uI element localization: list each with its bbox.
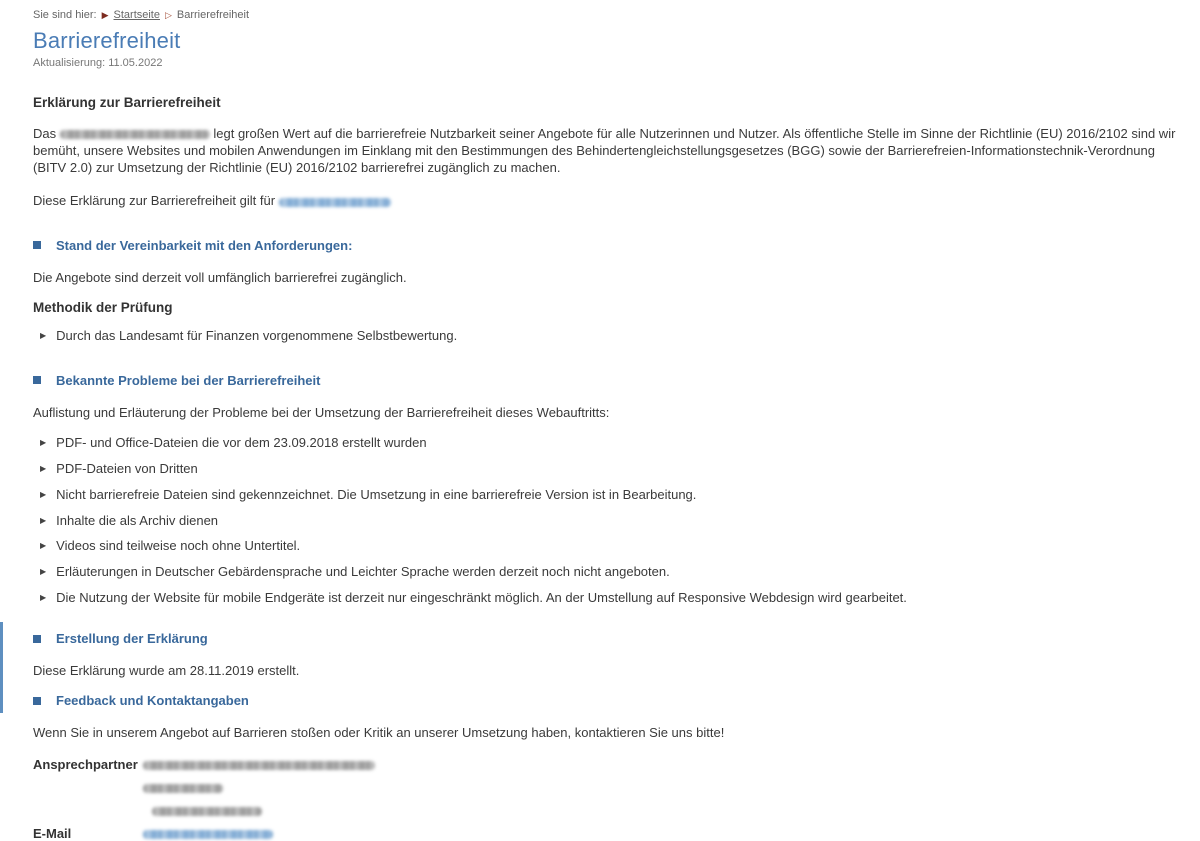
list-item: [40, 461, 1182, 478]
redacted-contact-street: [143, 784, 223, 793]
redacted-email-link[interactable]: [143, 830, 273, 839]
list-item-text: Videos sind teilweise noch ohne Untertitel.: [56, 538, 301, 554]
feedback-text: Wenn Sie in unserem Angebot auf Barrieren stoßen oder Kritik an unserer Umsetzung haben, kontaktieren Sie uns bitte!: [33, 725, 725, 741]
list-item-text: Erläuterungen in Deutscher Gebärdensprache und Leichter Sprache werden derzeit noch nicht angeboten.: [56, 564, 670, 580]
status-heading: Stand der Vereinbarkeit mit den Anforderungen:: [56, 237, 353, 253]
email-line: [143, 826, 1182, 841]
breadcrumb: [33, 9, 1182, 21]
list-item: [40, 590, 1182, 607]
redacted-contact-city: [152, 807, 262, 816]
breadcrumb-arrow-filled-icon: ▶: [101, 9, 109, 20]
list-item-text: PDF- und Office-Dateien die vor dem 23.09.2018 erstellt wurden: [56, 434, 427, 450]
list-item: [40, 538, 1182, 555]
contact-person-line1: [143, 757, 1182, 772]
list-item-text: PDF-Dateien von Dritten: [56, 460, 198, 476]
redacted-website-link[interactable]: [279, 198, 391, 207]
status-heading-row: [33, 238, 1182, 253]
list-bullet-icon: ▶: [40, 541, 47, 551]
problems-list: [33, 435, 1182, 607]
redacted-organization-name: [60, 130, 210, 139]
breadcrumb-link-startseite[interactable]: Startseite: [113, 9, 160, 21]
creation-heading-row: [33, 631, 1182, 646]
method-heading: Methodik der Prüfung: [33, 299, 173, 315]
page-title: Barrierefreiheit: [33, 28, 181, 53]
feedback-heading: Feedback und Kontaktangaben: [56, 693, 249, 709]
square-bullet-icon: [33, 376, 41, 384]
contact-person-line3: [143, 803, 1182, 818]
breadcrumb-label: Sie sind hier:: [33, 9, 97, 21]
list-bullet-icon: ▶: [40, 463, 47, 473]
list-bullet-icon: ▶: [40, 515, 47, 525]
problems-heading: Bekannte Probleme bei der Barrierefreiheit: [56, 372, 321, 388]
list-bullet-icon: ▶: [40, 330, 47, 340]
declaration-heading: Erklärung zur Barrierefreiheit: [33, 95, 221, 110]
problems-heading-row: [33, 373, 1182, 388]
intro-text: legt großen Wert auf die barrierefreie Nutzbarkeit seiner Angebote für alle Nutzerinnen und Nutzer. Als öffentliche Stelle im Sinne der Richtlinie (EU) 2016/2102 sind wir bemüht, unsere Websites und mobilen Anwendungen im Einklang mit den Bestimmungen des Behindertengleichstellungsgesetzes (BGG) sowie der Barrierefreien-Informationstechnik-Verordnung (BITV 2.0) zur Umsetzung der Richtlinie (EU) 2016/2102 barrierefrei zugänglich zu machen.: [33, 126, 1176, 176]
square-bullet-icon: [33, 697, 41, 705]
list-item: [40, 513, 1182, 530]
list-item: [40, 435, 1182, 452]
list-item: [40, 487, 1182, 504]
method-list: [33, 328, 1182, 345]
contact-block: [33, 757, 1182, 841]
creation-text: Diese Erklärung wurde am 28.11.2019 erstellt.: [33, 663, 300, 679]
email-label: E-Mail: [33, 826, 72, 841]
creation-heading: Erstellung der Erklärung: [56, 631, 208, 647]
breadcrumb-arrow-hollow-icon: ▷: [164, 9, 172, 20]
list-bullet-icon: ▶: [40, 567, 47, 577]
scope-prefix: Diese Erklärung zur Barrierefreiheit gilt für: [33, 193, 276, 209]
last-updated: Aktualisierung: 11.05.2022: [33, 57, 163, 69]
square-bullet-icon: [33, 241, 41, 249]
declaration-scope-line: [33, 192, 1182, 209]
list-item: [40, 328, 1182, 345]
list-bullet-icon: ▶: [40, 437, 47, 447]
status-text: Die Angebote sind derzeit voll umfänglich barrierefrei zugänglich.: [33, 269, 407, 285]
problems-intro: Auflistung und Erläuterung der Probleme bei der Umsetzung der Barrierefreiheit dieses Webauftritts:: [33, 404, 610, 420]
list-item-text: Durch das Landesamt für Finanzen vorgenommene Selbstbewertung.: [56, 327, 458, 343]
redacted-contact-name: [143, 761, 375, 770]
square-bullet-icon: [33, 635, 41, 643]
left-edge-strip: [0, 622, 3, 713]
list-bullet-icon: ▶: [40, 593, 47, 603]
intro-prefix: Das: [33, 126, 57, 141]
contact-person-line2: [143, 780, 1182, 795]
list-item-text: Nicht barrierefreie Dateien sind gekennzeichnet. Die Umsetzung in eine barrierefreie Version ist in Bearbeitung.: [56, 486, 697, 502]
declaration-intro-paragraph: [33, 125, 1182, 176]
list-item: [40, 564, 1182, 581]
list-item-text: Inhalte die als Archiv dienen: [56, 512, 219, 528]
list-bullet-icon: ▶: [40, 489, 47, 499]
breadcrumb-current: Barrierefreiheit: [176, 9, 250, 21]
contact-person-label: Ansprechpartner: [33, 757, 138, 773]
list-item-text: Die Nutzung der Website für mobile Endgeräte ist derzeit nur eingeschränkt möglich. An der Umstellung auf Responsive Webdesign wird gearbeitet.: [56, 590, 907, 606]
feedback-heading-row: [33, 693, 1182, 708]
